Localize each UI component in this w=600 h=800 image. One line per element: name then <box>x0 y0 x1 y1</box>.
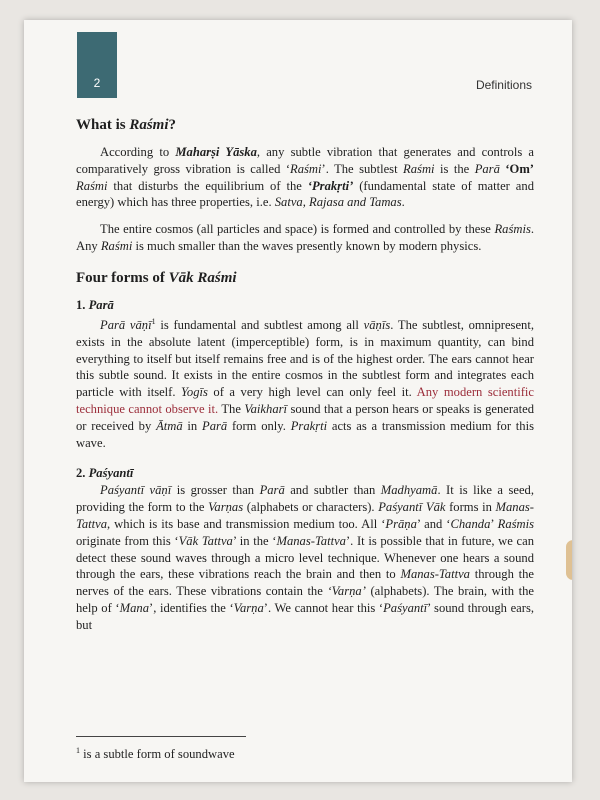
footnote-text: is a subtle form of soundwave <box>80 747 235 762</box>
section-title-four-forms: Four forms of Vāk Raśmi <box>76 269 237 286</box>
highlighted-sentence: Any modern scientific technique cannot observe it. <box>76 385 535 416</box>
paragraph-rasmi-definition: According to Maharṣi Yāska, any subtle vibration that generates and controls a comparatively gross vibration is called ‘Raśmi’. The subtlest Raśmi is the Parā ‘Om’ Raśmi that disturbs the equilibrium of the ‘Prakṛti’ (fundamental state of matter and energy) which has three properties, i.e. Satva, Rajasa and Tamas. <box>76 145 535 210</box>
paragraph-pasyanti: Paśyantī vāṇī is grosser than Parā and subtler than Madhyamā. It is like a seed, providing the form to the Varṇas (alphabets or characters). Paśyantī Vāk forms in Manas-Tattva, which is its base and transmission medium too. All ‘Prāṇa’ and ‘Chanda’ Raśmis originate from this ‘Vāk Tattva’ in the ‘Manas-Tattva’. It is possible that in future, we can detect these sound waves through a micro level technique. Whenever one hears a sound through the ears, these vibrations reach the brain and then to Manas-Tattva through the nerves of the ears. These vibrations contain the ‘Varṇa’ (alphabets). The brain, with the help of ‘Mana’, identifies the ‘Varṇa’. We cannot hear this ‘Paśyantī’ sound through ears, but <box>76 483 535 632</box>
paragraph-para: Parā vāṇī$^1$ is fundamental and subtlest among all vāṇīs. The subtlest, omnipresent, exists in the absolute latent (imperceptible) form, is in maximum quantity, can bind everything to itself but itself remains free and is of the highest order. The ears cannot hear this subtle sound. It exists in the entire cosmos in the subtlest form and integrates each particle with itself. Yogīs of a very high level can only feel it. Any modern scientific technique cannot observe it. The Vaikharī sound that a person hears or speaks is generated or received by Ātmā in Parā form only. Prakṛti acts as a transmission medium for this wave. <box>76 316 535 450</box>
page-number: 2 <box>93 76 101 90</box>
subheading-para: 1. Parā <box>76 297 114 312</box>
running-header: Definitions <box>475 78 532 92</box>
footnote-divider <box>76 736 246 737</box>
page-edge-stain <box>566 540 572 580</box>
paragraph-cosmos: The entire cosmos (all particles and space) is formed and controlled by these Raśmis. Any Raśmi is much smaller than the waves presently known by modern physics. <box>76 222 534 253</box>
section-title-what-is-rasmi: What is Raśmi? <box>76 117 177 133</box>
book-page <box>24 20 572 782</box>
footnote <box>76 746 235 762</box>
subheading-pasyanti: 2. Paśyantī <box>76 466 134 481</box>
footnote-marker: 1 <box>76 746 80 755</box>
page-content <box>76 116 534 634</box>
page-number-tab <box>77 32 117 98</box>
footnote-ref: 1 <box>151 316 156 326</box>
